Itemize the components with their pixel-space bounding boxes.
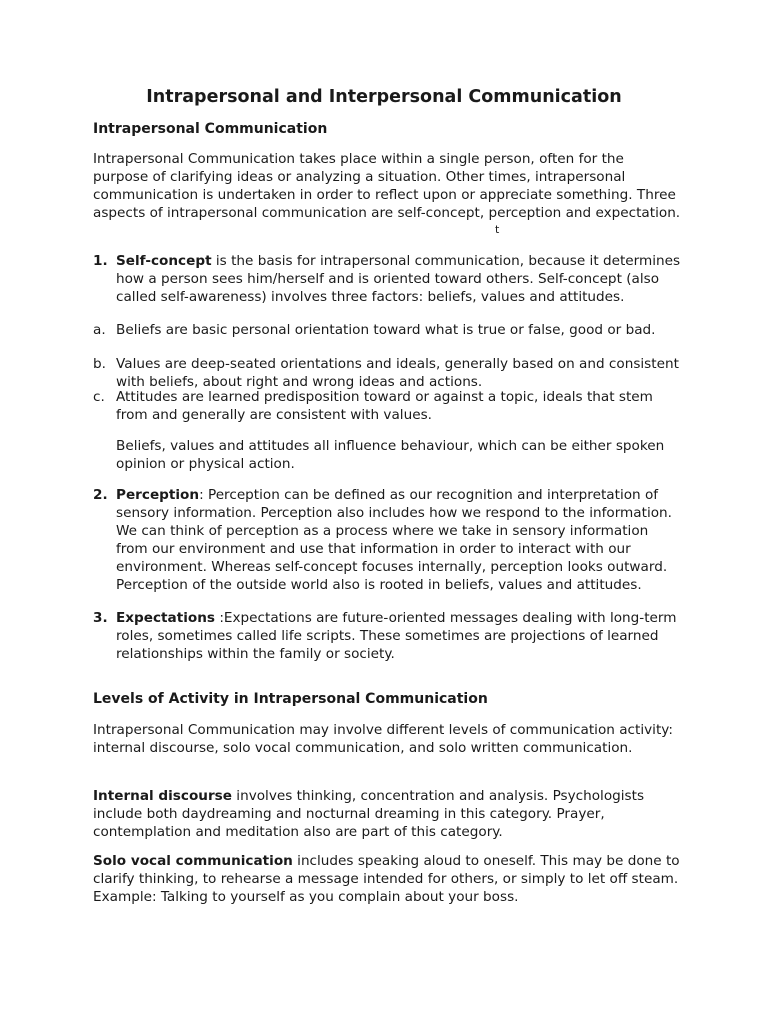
list-marker: 2. [93, 487, 108, 503]
list-item-attitudes [93, 388, 683, 424]
values-text: Values are deep-seated orientations and ideals, generally based on and consistent with beliefs, about right and wrong ideas and actions. [116, 356, 679, 390]
term-solo-vocal: Solo vocal communication [93, 853, 293, 869]
document-title: Intrapersonal and Interpersonal Communication [146, 87, 622, 107]
beliefs-text: Beliefs are basic personal orientation toward what is true or false, good or bad. [116, 322, 656, 338]
list-marker: a. [93, 322, 106, 338]
section-heading-levels: Levels of Activity in Intrapersonal Communication [93, 691, 488, 707]
perception-text: : Perception can be defined as our recognition and interpretation of sensory information. Perception also includes how we respond to the information. We can think of perception as a process where we take in sensory information from our environment and use that information in order to interact with our environment. Whereas self-concept focuses internally, perception looks outward. Perception of the outside world also is rooted in beliefs, values and attitudes. [116, 487, 672, 593]
solo-vocal-text: includes speaking aloud to oneself. This may be done to clarify thinking, to rehearse a message intended for others, or simply to let off steam. Example: Talking to yourself as you complain about your boss. [93, 853, 680, 905]
list-item-expectations [93, 609, 683, 663]
term-internal-discourse: Internal discourse [93, 788, 232, 804]
intro-paragraph: Intrapersonal Communication takes place within a single person, often for the purpose of clarifying ideas or analyzing a situation. Other times, intrapersonal communication is undertaken in order to reflect upon or appreciate something. Three aspects of intrapersonal communication are self-concept, perception and expectation. [93, 151, 681, 221]
list-item-self-concept [93, 252, 683, 306]
list-marker: 3. [93, 610, 108, 626]
self-concept-text: is the basis for intrapersonal communication, because it determines how a person sees him/herself and is oriented toward others. Self-concept (also called self-awareness) involves three factors: beliefs, values and attitudes. [116, 253, 681, 305]
internal-discourse-text: involves thinking, concentration and analysis. Psychologists include both daydreaming and nocturnal dreaming in this category. Prayer, contemplation and meditation also are part of this category. [93, 788, 645, 840]
attitudes-text: Attitudes are learned predisposition toward or against a topic, ideals that stem from and generally are consistent with values. [116, 389, 653, 423]
list-marker: 1. [93, 253, 108, 269]
list-item-perception [93, 486, 683, 594]
solo-vocal-paragraph [93, 852, 683, 906]
list-item-values [93, 355, 683, 391]
term-perception: Perception [116, 487, 200, 503]
stray-mark: t [495, 223, 500, 236]
influence-paragraph [93, 437, 683, 473]
section-heading-intrapersonal: Intrapersonal Communication [93, 121, 328, 137]
list-marker: b. [93, 356, 106, 372]
term-self-concept: Self-concept [116, 253, 212, 269]
list-item-beliefs [93, 321, 683, 339]
influence-text: Beliefs, values and attitudes all influence behaviour, which can be either spoken opinion or physical action. [116, 438, 665, 472]
list-marker: c. [93, 389, 105, 405]
term-expectations: Expectations [116, 610, 215, 626]
levels-intro-paragraph: Intrapersonal Communication may involve different levels of communication activity: internal discourse, solo vocal communication, and solo written communication. [93, 722, 673, 756]
internal-discourse-paragraph [93, 787, 683, 841]
expectations-text: :Expectations are future-oriented messages dealing with long-term roles, sometimes called life scripts. These sometimes are projections of learned relationships within the family or society. [116, 610, 677, 662]
